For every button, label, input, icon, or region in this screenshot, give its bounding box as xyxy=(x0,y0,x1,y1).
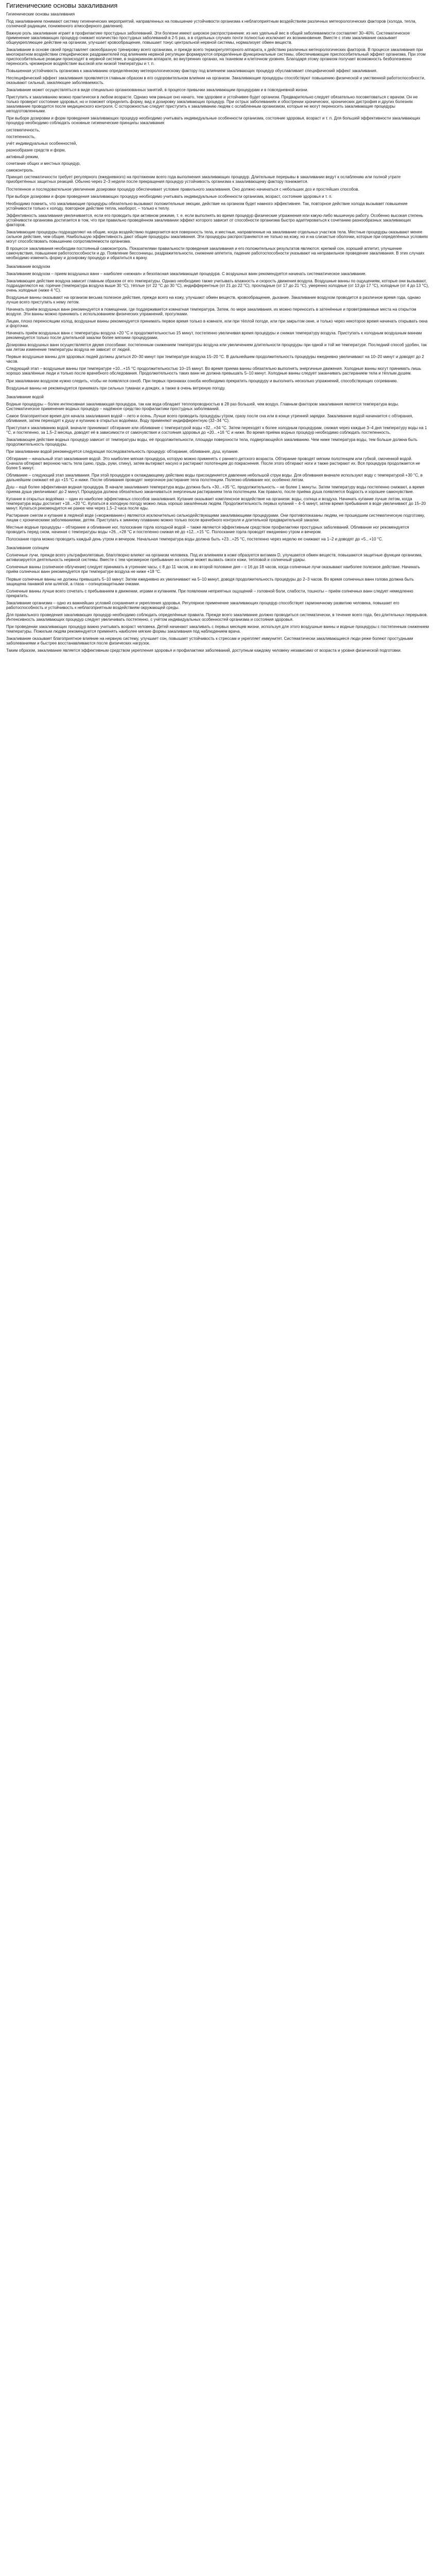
list-item: активный режим, xyxy=(6,155,39,160)
paragraph: Первые солнечные ванны не должны превышать 5–10 минут. Затем ежедневно их увеличивают на 5–10 минут, доводя продолжительность процедуры до 2–3 часов. Во время солнечных ванн голова должна быть защищена панамой или шляпой, а глаза – солнцезащитными очками. xyxy=(6,577,414,586)
paragraph: Полоскание горла можно проводить каждый день утром и вечером. Начальная температура воды должна быть +23...+25 °С, постепенно через неделю ее снижают на 1–2 и доводят до +5...+10 °С. xyxy=(6,537,383,542)
paragraph: При проведении закаливающих процедур важно учитывать возраст человека. Детей начинают закаливать с первых месяцев жизни, используя для этого воздушные ванны и водные процедуры с постепенным снижением температуры. Пожилым людям рекомендуется применять наиболее мягкие формы закаливания под наблюдением врача. xyxy=(6,624,429,634)
page-title: Гигиенические основы закаливания xyxy=(6,2,118,9)
paragraph: Закаливающее действие воздуха зависит главным образом от его температуры. Однако необходимо также учитывать влажность и скорость движения воздуха. Воздушные ванны по ощущениям, которые они вызывают, подразделяются на: горячие (температура воздуха выше 30 °С), тёплые (от 22 °С до 30 °С), индифферентные (от 21 до 22 °С), прохладные (от 17 до 21 °С), умеренно холодные (от 13 до 17 °С), холодные (от 4 до 13 °С), очень холодные (ниже 4 °С). xyxy=(6,278,429,293)
paragraph: Закаливание в основе своей представляет своеобразную тренировку всего организма, и прежде всего терморегуляторного аппарата, к действию различных метеорологических факторов. В процессе закаливания при многократном воздействии специфических раздражителей под влиянием нервной регуляции формируются определённые функциональные системы, обеспечивающие приспособительный эффект организма. При этом приспособительные реакции происходят в нервной системе, в эндокринном аппарате, во внутренних органах, на тканевом и клеточном уровнях. Благодаря этому организм получает возможность безболезненно переносить чрезмерное воздействие высокой или низкой температуры и т. п. xyxy=(6,47,426,66)
list-item: самоконтроль. xyxy=(6,168,34,173)
paragraph: Под закаливанием понимают систему гигиенических мероприятий, направленных на повышение устойчивости организма к неблагоприятным воздействиям различных метеорологических факторов (холода, тепла, солнечной радиации, пониженного атмосферного давления). xyxy=(6,19,416,28)
list-item: учёт индивидуальных особенностей, xyxy=(6,141,77,146)
paragraph: Купание в открытых водоёмах – один из наиболее эффективных способов закаливания. Купание оказывает комплексное воздействие на организм: воды, солнца и воздуха. Начинать купание лучше летом, когда температура воды достигает +18...+20 °С. Купаться в холодную погоду можно лишь хорошо закалённым людям. Продолжительность первых купаний – 4–5 минут, затем время пребывания в воде увеличивают до 15–20 минут. Купаться рекомендуется не ранее чем через 1,5–2 часа после еды. xyxy=(6,497,426,511)
paragraph: Начинать приём воздушных ванн с температуры воздуха +20 °С и продолжительностью 15 минут, постепенно увеличивая время процедуры и снижая температуру воздуха. Приступать к холодным воздушным ваннам рекомендуется только после длительной закалки более мягкими процедурами. xyxy=(6,331,422,341)
paragraph: Местные водные процедуры – обтирание и обливание ног, полоскание горла холодной водой – также являются эффективным средством профилактики простудных заболеваний. Обливание ног рекомендуется проводить перед сном, начиная с температуры воды +26...+28 °С и постепенно снижая её до +12...+15 °С. Полоскание горла проводят ежедневно утром и вечером. xyxy=(6,525,409,535)
paragraph: Закаливающие процедуры подразделяют на общие, когда воздействию подвергается вся поверхность тела, и местные, направленные на закаливание отдельных участков тела. Местные процедуры оказывают менее сильное действие, чем общие. Наибольшую эффективность дают общие процедуры закаливания. Эти процедуры распространяются не только на кожу, но и на слизистые оболочки, которые при определённых условиях могут способствовать повышению сопротивляемости организма. xyxy=(6,229,428,244)
paragraph: Закаливающее действие водных процедур зависит от температуры воды, её продолжительности, площади поверхности тела, подвергающейся закаливанию. Чем ниже температура воды, тем больше должна быть продолжительность процедуры. xyxy=(6,437,417,447)
paragraph: Закаливание может осуществляться в виде специально организованных занятий, в процессе привычки закаливающим процедурам и в повседневной жизни. xyxy=(6,88,308,92)
paragraph: Принцип систематичности требует регулярного (ежедневного) на протяжении всего года выполнения закаливающих процедур. Длительные перерывы в закаливании ведут к ослаблению или полной утрате приобретённых защитных реакций. Обычно через 2–3 недели после прекращения процедур устойчивость организма к закаливающему фактору понижается. xyxy=(6,175,401,184)
paragraph: Важную роль закаливание играет в профилактике простудных заболеваний. Эти болезни имеют широкое распространение: из них удельный вес в общей заболеваемости составляет 30–40%. Систематическое применение закаливающих процедур снижает количество простудных заболеваний в 2-5 раз, а в отдельных случаях почти полностью исключает их возникновение. Вместе с этим закаливание оказывает общеукрепляющее действие на организм, улучшает кровообращение, повышает тонус центральной нервной системы, нормализует обмен веществ. xyxy=(6,30,410,45)
paragraph: Начинать приём воздушных ванн рекомендуется в помещении, где поддерживается комнатная температура. Затем, по мере закаливания, их можно переносить в затенённые и проветриваемые места на открытом воздухе. Эти ванны можно принимать с использованием физических упражнений, прогулками. xyxy=(6,307,416,317)
paragraph: Закаливание организма – одно из важнейших условий сохранения и укрепления здоровья. Регулярное применение закаливающих процедур способствует гармоничному развитию человека, повышает его работоспособность и устойчивость к неблагоприятным воздействиям окружающей среды. xyxy=(6,600,399,610)
paragraph: Эффективность закаливания увеличивается, если его проводить при активном режиме, т. е. если выполнять во время процедур физические упражнения или какую-либо мышечную работу. Особенно высокая степень устойчивости организма достигается в том, что при правильно проведённом закаливании эффект которого зависит от способности организма быстро адаптироваться к сочетанию разнообразных закаливающих факторов. xyxy=(6,213,423,227)
paragraph: Закаливание оказывает благоприятное влияние на нервную систему, улучшает сон, повышает устойчивость к стрессам и укрепляет иммунитет. Систематически закаливающиеся люди реже болеют простудными заболеваниями и быстрее восстанавливаются после физических нагрузок. xyxy=(6,636,413,646)
list-item: постепенность, xyxy=(6,134,36,140)
paragraph: Для правильного проведения закаливающих процедур необходимо соблюдать определённые правила. Прежде всего закаливание должно проводиться систематически, в течение всего года, без длительных перерывов. Интенсивность закаливающих процедур следует увеличивать постепенно, с учётом индивидуальных особенностей организма и состояния здоровья. xyxy=(6,612,428,622)
paragraph: Растирание снегом и купание в ледяной воде («моржевание») являются исключительно сильнодействующими закаливающими процедурами. Они противопоказаны людям, не прошедшим систематическую подготовку, лицам с хроническими заболеваниями, детям. Приступать к зимнему плаванию можно только после врачебного контроля и длительной предварительной закалки. xyxy=(6,513,425,523)
paragraph: Душ – ещё более эффективная водная процедура. В начале закаливания температура воды должна быть +30...+35 °С, продолжительность – не более 1 минуты. Затем температуру воды постепенно снижают, а время приема душа увеличивают до 2 минут. Процедура должна обязательно заканчиваться энергичным растиранием тела полотенцем. Как правило, после приёма душа появляется бодрость и хорошее самочувствие. xyxy=(6,485,425,495)
paragraph: Дозировка воздушных ванн осуществляется двумя способами: постепенным снижением температуры воздуха или увеличением длительности процедуры при одной и той же температуре. Последний способ удобен, так как летом изменение температуры воздуха не зависит от людей. xyxy=(6,343,427,352)
article-body xyxy=(6,12,430,653)
paragraph: При выборе дозировки и форм проведения закаливающих процедур необходимо учитывать индивидуальные особенности организма, состояние здоровья, возраст и т. п. Для большей эффективности закаливающих процедур необходимо соблюдать основные гигиенические принципы закаливания: xyxy=(6,116,421,126)
paragraph: В процессе закаливания необходим постоянный самоконтроль. Показателями правильности проведения закаливания и его положительных результатов являются: крепкий сон, хороший аппетит, улучшение самочувствия, повышение работоспособности и др. Появление бессонницы, раздражительности, снижение аппетита, падение работоспособности указывают на неправильное проведение закаливания. В этих случаях необходимо изменить форму и дозировку процедур и обратиться к врачу. xyxy=(6,246,425,260)
paragraph: Самое благоприятное время для начала закаливания водой – лето и осень. Лучше всего проводить процедуры утром, сразу после сна или в конце утренней зарядки. Закаливание водой начинается с обтирания, обливания, затем переходят к душу и купанию в открытых водоёмах. Воду применяют индифферентную (32–34 °С). xyxy=(6,413,413,423)
paragraph: Воздушные ванны не рекомендуется принимать при сильных туманах и дождях, а также в очень ветреную погоду. xyxy=(6,385,225,391)
paragraph: Закаливание воздухом – прием воздушных ванн – наиболее «нежная» и безопасная закаливающая процедура. С воздушных ванн рекомендуется начинать систематическое закаливание. xyxy=(6,271,367,276)
paragraph: Солнечные лучи, прежде всего ультрафиолетовые, благотворно влияют на организм человека. Под их влиянием в коже образуется витамин D, улучшается обмен веществ, повышаются защитные функции организма, активизируется деятельность нервной системы. Вместе с тем чрезмерное пребывание на солнце может вызвать ожоги кожи, тепловой и солнечный удары. xyxy=(6,553,423,563)
paragraph: Солнечные ванны лучше всего сочетать с пребыванием в движении, играми и купанием. При появлении неприятных ощущений – головной боли, слабости, тошноты – приём солнечных ванн следует немедленно прекратить. xyxy=(6,588,413,598)
section-heading: Закаливание водой xyxy=(6,394,44,399)
list-item: систематичность, xyxy=(6,128,40,133)
paragraph: Приступить к закаливанию можно практически в любом возрасте. Однако чем раньше оно начато, тем здоровее и устойчивее будет организм. Предварительно следует обязательно посоветоваться с врачом. Он не только проверит состояние здоровья, но и поможет определить форму, вид и дозировку закаливающих процедур. При острых заболеваниях и обострении хронических, хронических дистрофия и других болезнях закаливание проводится после медицинского контроля. С осторожностью следует приступить к закаливанию людям с ослабленным организмом, которые не могут переносить закаливающие процедуры неподготовленными. xyxy=(6,95,418,114)
paragraph: Обливание – следующий этап закаливания. При этой процедуре к охлаждающему действию воды присоединяется давление небольшой струи воды. Для обливания вначале используют воду с температурой +30 °С, в дальнейшем снижают её до +15 °С и ниже. После обливания проводят энергичное растирание тела полотенцем. Полезно обливание ног, особенно летом. xyxy=(6,472,423,482)
paragraph: При закаливании водой рекомендуется следующая последовательность процедур: обтирание, обливание, душ, купание. xyxy=(6,449,239,454)
list-item: разнообразие средств и форм, xyxy=(6,148,66,153)
paragraph: Повышенная устойчивость организма к закаливанию определённому метеорологическому фактору под влиянием закаливающих процедур обуславливает специфический эффект закаливания. xyxy=(6,68,378,73)
list-item: сочетание общих и местных процедур, xyxy=(6,161,81,166)
paragraph: При выборе дозировки и форм проведения закаливающих процедур необходимо учитывать индивидуальные особенности организма, возраст, состояние здоровья и т. п. xyxy=(6,194,333,199)
paragraph: Первые воздушные ванны для здоровых людей должны длиться 20–30 минут при температуре воздуха 15–20 °С. В дальнейшем продолжительность процедуры ежедневно увеличивают на 10–20 минут и доводят до 2 часов. xyxy=(6,354,424,364)
paragraph: Водные процедуры – более интенсивная закаливающая процедура, так как вода обладает теплопроводностью в 28 раз большей, чем воздух. Главным фактором закаливания является температура воды. Систематическое применение водных процедур – надёжное средство профилактики простудных заболеваний. xyxy=(6,401,399,411)
paragraph: Постепенное и последовательное увеличение дозировки процедур обеспечивает условие правильного закаливания. Оно должно начинаться с небольших доз и простейших способов. xyxy=(6,187,359,192)
section-heading: Закаливание солнцем xyxy=(6,546,49,551)
paragraph: При закаливании воздухом нужно следить, чтобы не появлялся озноб. При первых признаках озноба необходимо прекратить процедуру и выполнить несколько упражнений, способствующих согреванию. xyxy=(6,378,398,383)
paragraph: Обтирание – начальный этап закаливания водой. Это наиболее мягкая процедура, которую можно применять с раннего детского возраста. Обтирание проводят мягким полотенцем или губкой, смоченной водой. Сначала обтирают верхнюю часть тела (шею, грудь, руки, спину), затем вытирают насухо и растирают полотенцем до покраснения. После этого обтирают ноги и также растирают их. Вся процедура продолжается не более 5 минут. xyxy=(6,456,421,470)
paragraph: Приступая к закаливанию водой, вначале принимают обтирание или обливание с температурой воды +32...+34 °С. Затем переходят к более холодным процедурам, снижая через каждые 3–4 дня температуру воды на 1 °С, и постепенно, за 1,5–2 месяца, доводят её в зависимости от самочувствия и состояния здоровья до +20...+16 °С и ниже. Во время приёма водных процедур необходимо соблюдать постепенность. xyxy=(6,425,427,435)
paragraph: Таким образом, закаливание является эффективным средством укрепления здоровья и профилактики заболеваний, доступным каждому человеку независимо от возраста и уровня физической подготовки. xyxy=(6,648,402,653)
section-heading: Закаливание воздухом xyxy=(6,264,50,269)
paragraph: Следующий этап – воздушные ванны при температуре +10...+15 °С продолжительностью 10–15 минут. Во время приема ванны обязательно выполнять энергичные движения. Холодные ванны могут принимать лишь хорошо закалённые люди и только после врачебного обследования. Продолжительность таких ванн не должна превышать 5–10 минут. Холодные ванны следует заканчивать растиранием тела и тёплым душем. xyxy=(6,366,422,376)
paragraph: Гигиенические основы закаливания xyxy=(6,11,75,16)
paragraph: Воздушные ванны оказывают на организм весьма полезное действие, прежде всего на кожу, улучшают обмен веществ, кровообращение, дыхание. Закаливание воздухом проводится в различное время года, однако лучше всего приступить к нему летом. xyxy=(6,295,421,305)
paragraph: Неспецифический эффект закаливания проявляется главным образом в его оздоровительном влиянии на организм. Закаливающие процедуры способствуют повышению физической и умственной работоспособности, оказывают сильный, закаляющее заболеваемость. xyxy=(6,75,426,85)
paragraph: Солнечные ванны (солнечное облучение) следует принимать в утренние часы, с 8 до 11 часов, и во второй половине дня – с 16 до 18 часов, когда солнечные лучи оказывают наиболее полезное действие. Начинать приём солнечных ванн рекомендуется при температуре воздуха не ниже +18 °С. xyxy=(6,565,420,574)
paragraph: Необходимо помнить, что закаливающие процедуры обязательно вызывают положительные эмоции, действие на организм будет намного эффективнее. Так, повторное действие холода вызывает повышение устойчивости только к холоду, повторное действие тепла, наоборот, – только к теплу. xyxy=(6,201,408,211)
paragraph: Лицам, плохо переносящим холод, воздушные ванны рекомендуется принимать первое время только в комнате, или при тёплой погоде, или при закрытом окне, и только через некоторое время начинать открывать окна и форточки. xyxy=(6,319,428,329)
